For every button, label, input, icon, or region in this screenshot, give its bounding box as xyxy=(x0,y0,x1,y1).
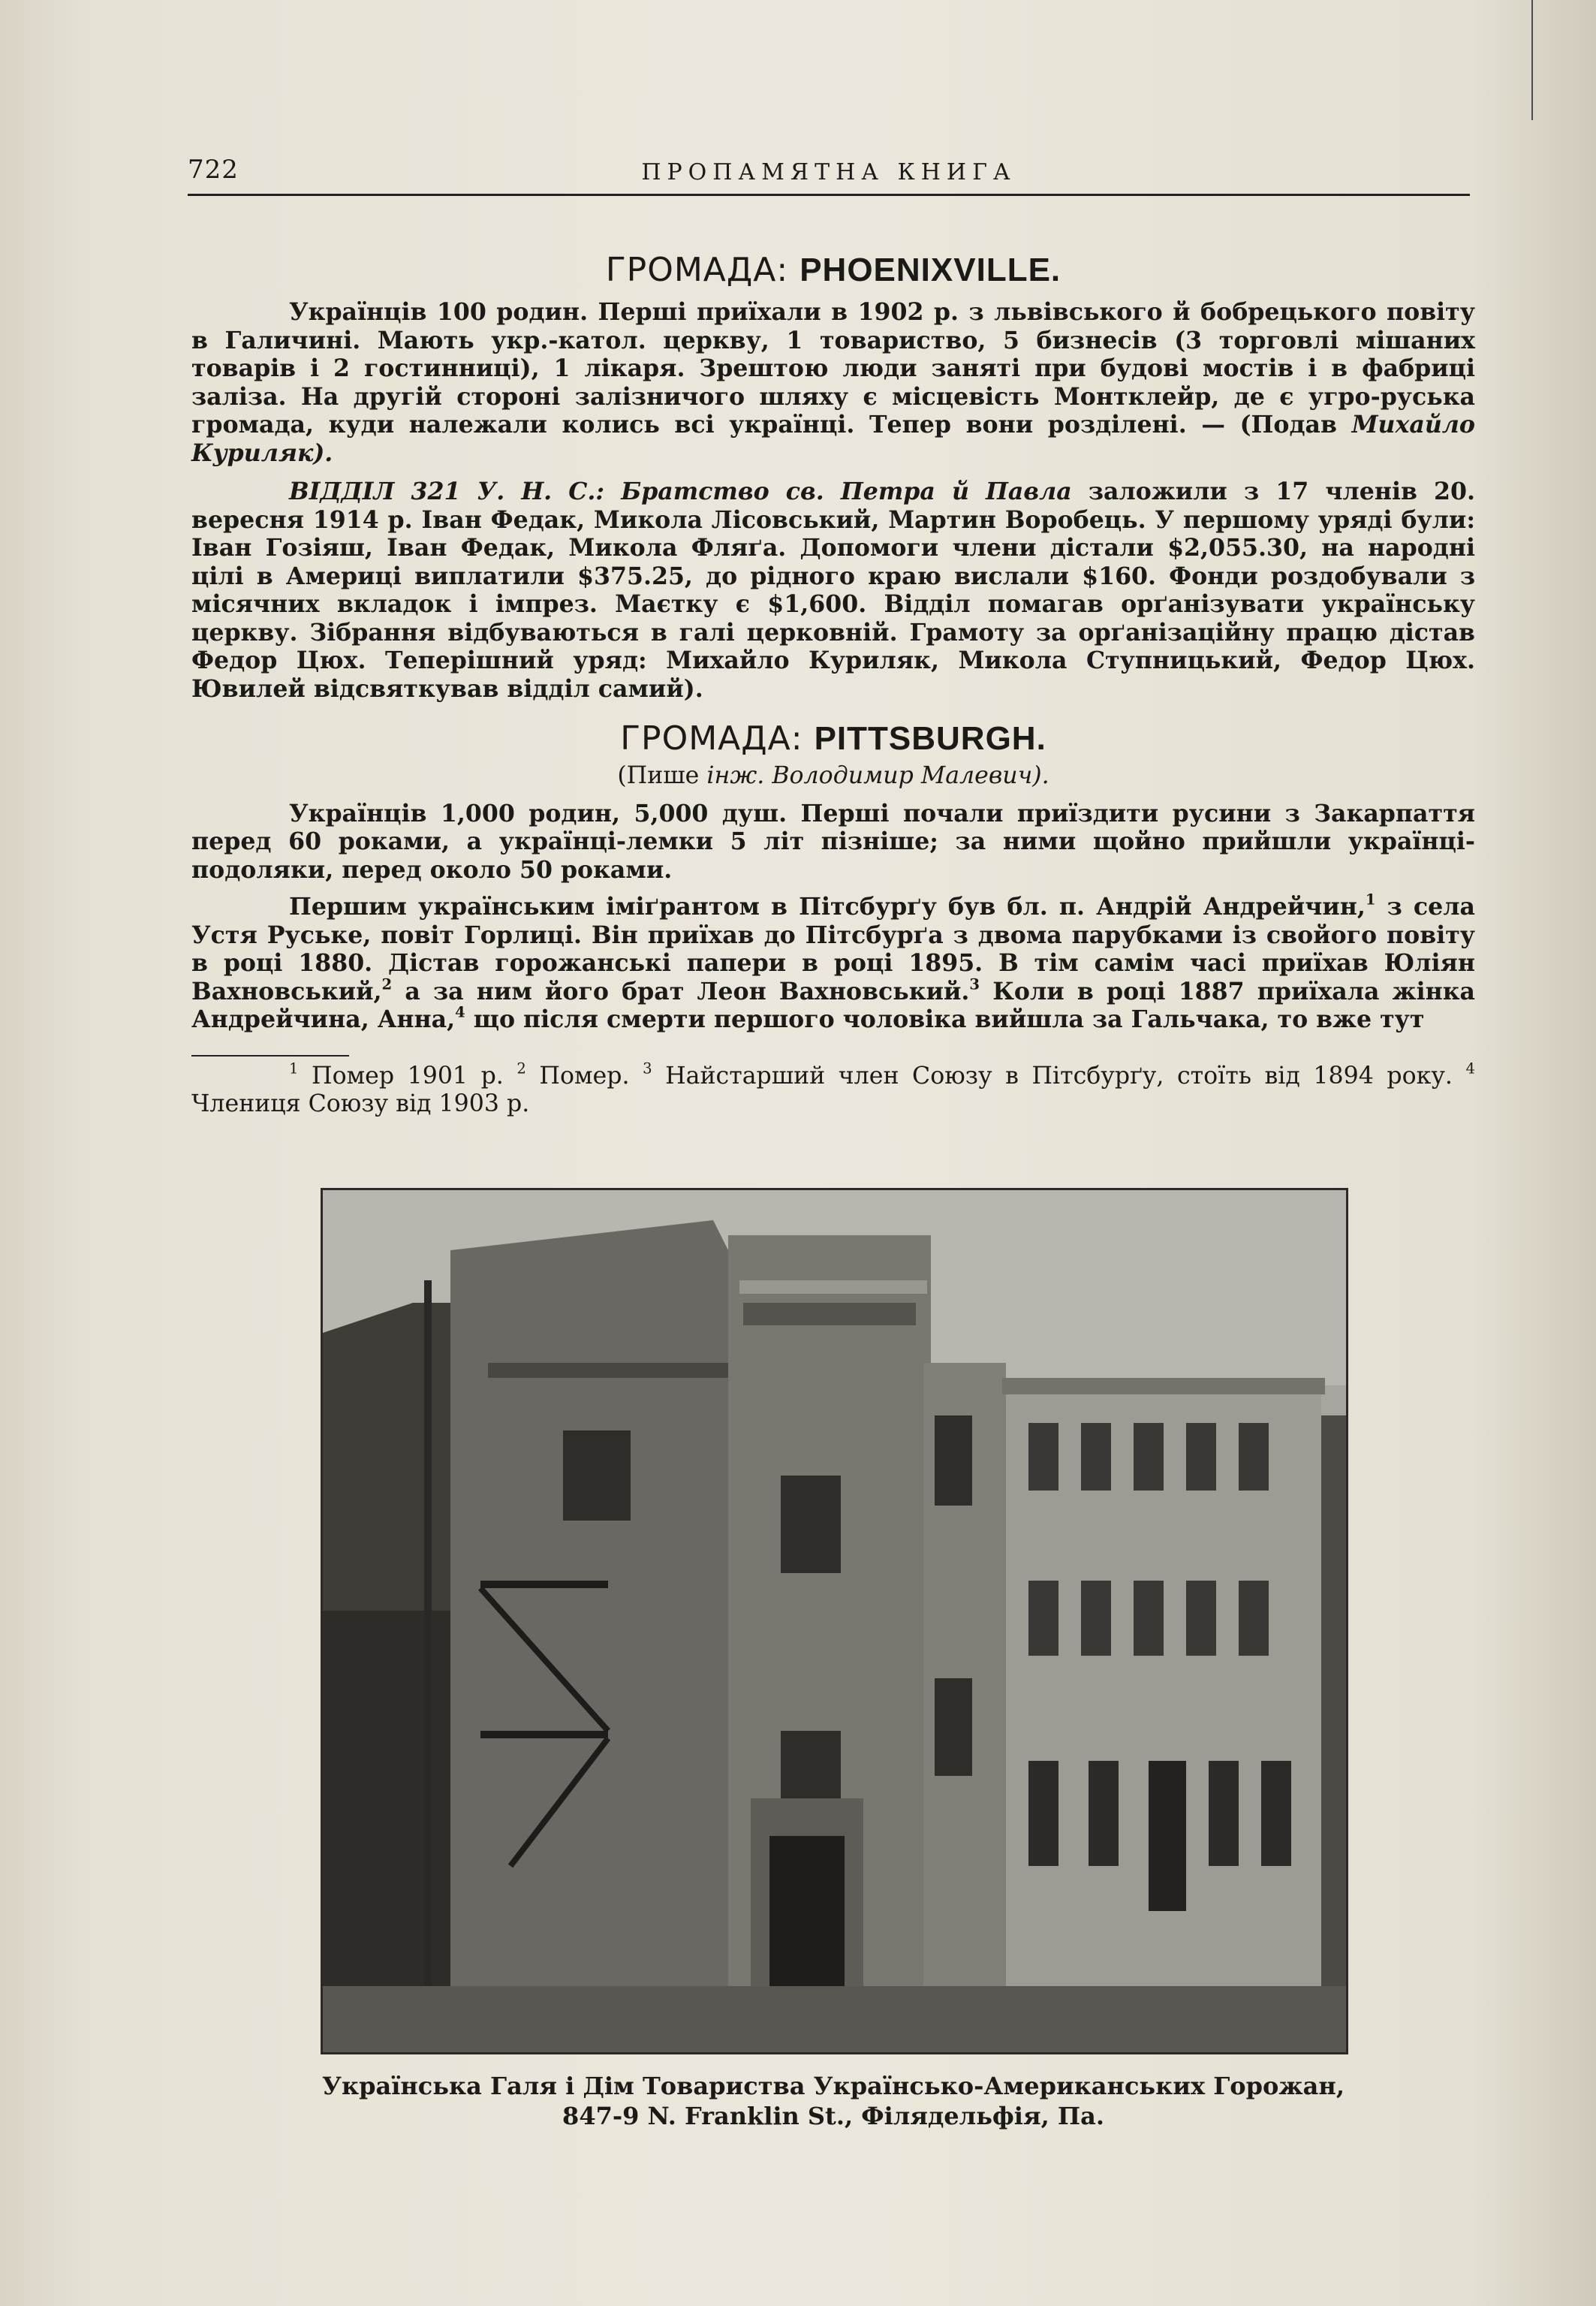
section-title-place: PHOENIXVILLE. xyxy=(800,252,1061,288)
paragraph-first-immigrant xyxy=(191,893,1475,1034)
section-title-prefix: ГРОМАДА: xyxy=(620,719,815,758)
building-illustration xyxy=(323,1190,1346,2052)
paragraph-text: Українців 1,000 родин, 5,000 душ. Перші почали приїздити русини з Закарпаття перед 60 роками, а українці-лемки 5 літ пізніше; за ними щойно прийшли українці-подоляки, перед около 50 роками. xyxy=(191,799,1475,884)
paragraph-pittsburgh-community xyxy=(191,800,1475,885)
footnote-text: Найстарший член Союзу в Пітсбурґу, стоїть від 1894 року. xyxy=(652,1062,1466,1090)
footnote-number: 2 xyxy=(516,1059,526,1077)
text-run: Коли в році 1887 приїхала жінка Андрейчина, Анна, xyxy=(191,977,1475,1033)
footnotes xyxy=(191,1059,1475,1119)
author-name: Михайло Куриляк). xyxy=(191,411,1475,467)
running-title: ПРОПАМЯТНА КНИГА xyxy=(641,159,1016,185)
text-run: Першим українським іміґрантом в Пітсбурґу був бл. п. Андрій Андрейчин, xyxy=(289,893,1366,921)
footnote-ref: 1 xyxy=(1365,891,1376,909)
byline-open: (Пише xyxy=(617,762,707,789)
byline xyxy=(191,762,1475,791)
footnote-text: Помер 1901 р. xyxy=(298,1062,517,1090)
footnote-rule xyxy=(191,1055,349,1057)
section-title-phoenixville xyxy=(191,251,1475,289)
footnote-number: 3 xyxy=(643,1059,652,1077)
building-photograph xyxy=(323,1190,1346,2052)
paragraph-text: Українців 100 родин. Перші приїхали в 1902 р. з львівського й бобрецького повіту в Галичині. Мають укр.-катол. церкву, 1 товариство, 5 бизнесів (3 торговлі мішаних товарів і 2 гостинниці), 1 лікаря. Зрештою люди заняті при будові мостів і в фабриці заліза. На другій стороні залізничого шляху є місцевість Монтклейр, де є угро-руська громада, куди належали колись всі українці. Тепер вони розділені. — (Подав xyxy=(191,298,1475,439)
text-run: а за ним його брат Леон Вахновський. xyxy=(392,977,970,1005)
footnote-text: Члениця Союзу від 1903 р. xyxy=(191,1090,530,1117)
text-run: що після смерти першого чоловіка вийшла за Гальчака, то вже тут xyxy=(465,1005,1425,1033)
header-rule xyxy=(188,194,1470,196)
caption-line-1: Українська Галя і Дім Товариства Українсько-Американських Горожан, xyxy=(322,2072,1345,2100)
branch-name: ВІДДІЛ 321 У. Н. С.: Братство св. Петра й Павла xyxy=(289,478,1072,505)
section-title-place: PITTSBURGH. xyxy=(814,720,1046,757)
paragraph-text: заложили з 17 членів 20. вересня 1914 р. Іван Федак, Микола Лісовський, Мартин Воробець. У першому уряді були: Іван Гозіяш, Іван Федак, Микола Фляґа. Допомоги члени дістали $2,055.30, на народні цілі в Америці виплатили $375.25, до рідного краю вислали $160. Фонди роздобували з місячних вкладок і імпрез. Маєтку є $1,600. Відділ помагав орґанізувати українську церкву. Зібрання відбуваються в галі церковній. Грамоту за орґанізаційну працю дістав Федор Цюх. Теперішний уряд: Михайло Куриляк, Микола Ступницький, Федор Цюх. Ювилей відсвяткував відділ самий). xyxy=(191,478,1475,703)
paragraph-phoenixville-community xyxy=(191,298,1475,467)
article-body xyxy=(191,240,1475,1119)
section-title-pittsburgh xyxy=(191,719,1475,758)
footnote-text: Помер. xyxy=(525,1062,643,1090)
footnote-ref: 4 xyxy=(455,1003,465,1021)
footnote-ref: 3 xyxy=(969,975,980,993)
caption-line-2: 847-9 N. Franklin St., Філядельфія, Па. xyxy=(562,2102,1104,2130)
footnote-number: 4 xyxy=(1465,1059,1475,1077)
byline-author: інж. Володимир Малевич). xyxy=(706,762,1049,789)
page-header xyxy=(188,150,1470,195)
paragraph-branch-321 xyxy=(191,478,1475,703)
page-number: 722 xyxy=(188,155,239,185)
page-edge-line xyxy=(1531,0,1533,120)
footnote-number: 1 xyxy=(289,1059,299,1077)
section-title-prefix: ГРОМАДА: xyxy=(605,251,800,289)
text-run: з села Устя Руське, повіт Горлиці. Він приїхав до Пітсбурґа з двома парубками із свойого повіту в році 1880. Дістав горожанські папери в році 1895. В тім самім часі приїхав Юліян Вахновський, xyxy=(191,893,1476,1005)
footnote-ref: 2 xyxy=(381,975,393,993)
photo-caption xyxy=(191,2071,1475,2131)
